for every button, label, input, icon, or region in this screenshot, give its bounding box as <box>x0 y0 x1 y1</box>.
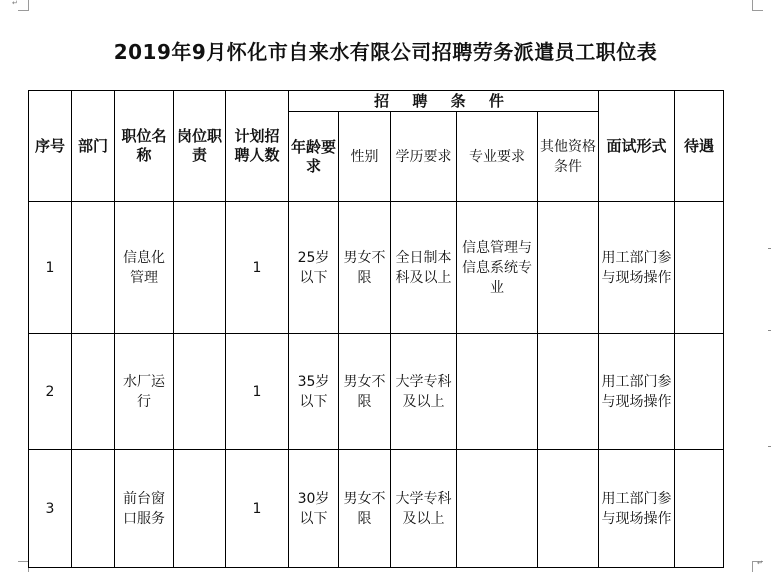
paragraph-mark-icon: ↵ <box>757 559 763 567</box>
cell-duty <box>174 450 226 568</box>
cell-other <box>538 334 599 450</box>
cell-age: 35岁以下 <box>289 334 339 450</box>
header-gender: 性别 <box>339 112 391 202</box>
cell-age: 25岁以下 <box>289 202 339 334</box>
cell-position-name: 前台窗口服务 <box>115 450 174 568</box>
cell-duty <box>174 202 226 334</box>
recruitment-table <box>28 90 724 568</box>
cell-plan-count: 1 <box>226 334 289 450</box>
cell-treatment <box>675 334 724 450</box>
page-corner-mark <box>18 0 29 11</box>
table-row <box>29 202 724 334</box>
cell-gender: 男女不限 <box>339 202 391 334</box>
cell-treatment <box>675 450 724 568</box>
cell-major <box>457 334 538 450</box>
header-duty: 岗位职责 <box>174 91 226 202</box>
cell-seq: 1 <box>29 202 72 334</box>
table-row <box>29 334 724 450</box>
cell-plan-count: 1 <box>226 450 289 568</box>
header-conditions-group: 招 聘 条 件 <box>289 91 599 112</box>
cell-age: 30岁以下 <box>289 450 339 568</box>
cell-interview: 用工部门参与现场操作 <box>599 202 675 334</box>
header-age: 年龄要求 <box>289 112 339 202</box>
cell-treatment <box>675 202 724 334</box>
page-title: 2019年9月怀化市自来水有限公司招聘劳务派遣员工职位表 <box>113 40 658 64</box>
cell-other <box>538 202 599 334</box>
header-treatment: 待遇 <box>675 91 724 202</box>
cell-dept <box>72 450 115 568</box>
cell-interview: 用工部门参与现场操作 <box>599 334 675 450</box>
header-seq: 序号 <box>29 91 72 202</box>
cell-dept <box>72 202 115 334</box>
header-plan-count: 计划招聘人数 <box>226 91 289 202</box>
cell-major: 信息管理与信息系统专业 <box>457 202 538 334</box>
cell-education: 全日制本科及以上 <box>391 202 457 334</box>
cell-education: 大学专科及以上 <box>391 334 457 450</box>
cell-seq: 3 <box>29 450 72 568</box>
paragraph-mark-icon: ↵ <box>12 0 18 7</box>
header-major: 专业要求 <box>457 112 538 202</box>
cell-other <box>538 450 599 568</box>
cell-gender: 男女不限 <box>339 450 391 568</box>
cell-position-name: 水厂运行 <box>115 334 174 450</box>
header-education: 学历要求 <box>391 112 457 202</box>
cell-major <box>457 450 538 568</box>
cell-duty <box>174 334 226 450</box>
header-position-name: 职位名称 <box>115 91 174 202</box>
cell-plan-count: 1 <box>226 202 289 334</box>
cell-position-name: 信息化管理 <box>115 202 174 334</box>
cell-interview: 用工部门参与现场操作 <box>599 450 675 568</box>
page-corner-mark <box>752 0 763 11</box>
header-interview: 面试形式 <box>599 91 675 202</box>
cell-seq: 2 <box>29 334 72 450</box>
cell-education: 大学专科及以上 <box>391 450 457 568</box>
header-dept: 部门 <box>72 91 115 202</box>
header-other: 其他资格条件 <box>538 112 599 202</box>
cell-dept <box>72 334 115 450</box>
header-row-1 <box>29 91 724 112</box>
table-row <box>29 450 724 568</box>
cell-gender: 男女不限 <box>339 334 391 450</box>
